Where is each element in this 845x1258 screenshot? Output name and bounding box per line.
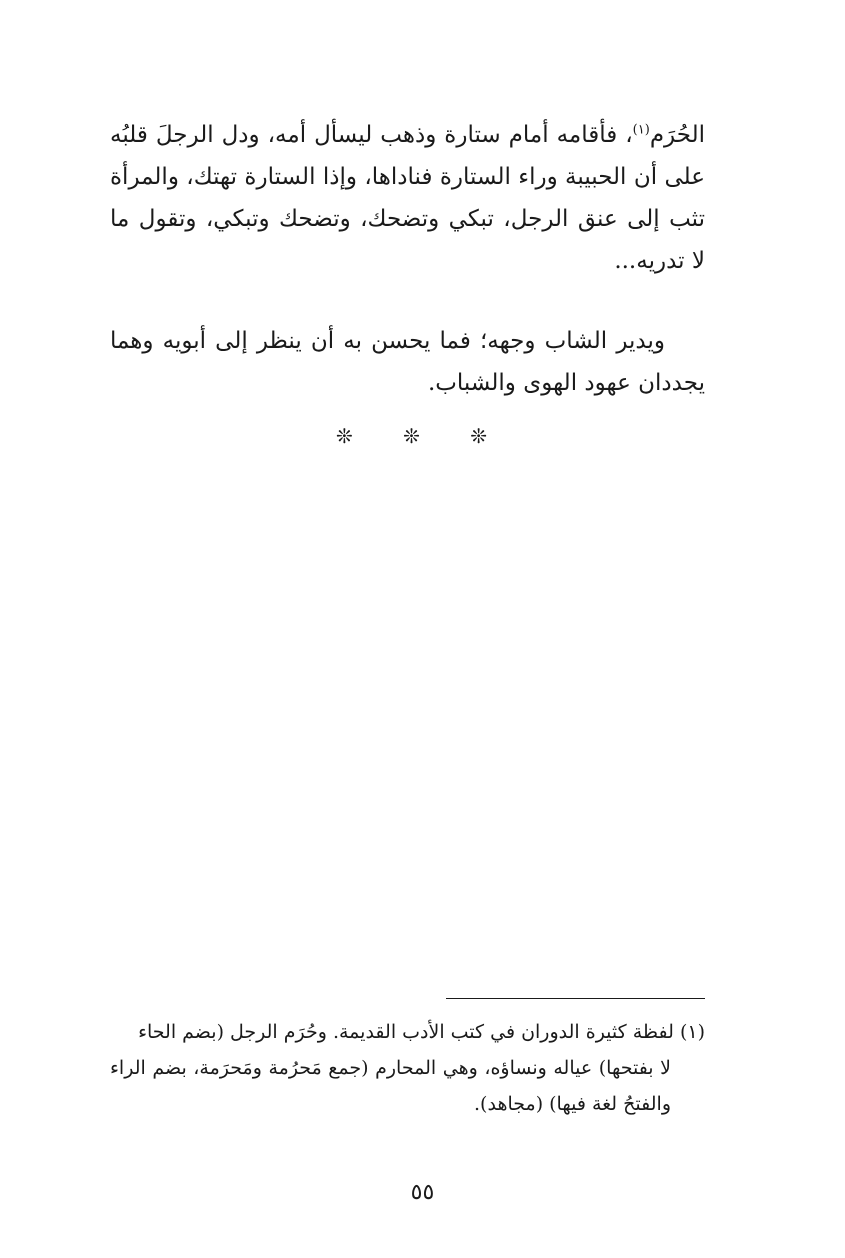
body-paragraph-2: ويدير الشاب وجهه؛ فما يحسن به أن ينظر إلى أبويه وهما يجددان عهود الهوى والشباب. — [110, 328, 705, 396]
body-paragraph-1 — [110, 114, 705, 282]
footnote-1 — [110, 1014, 705, 1122]
section-separator: ❊ ❊ ❊ — [336, 424, 509, 448]
footnote-1-continuation: لا بفتحها) عياله ونساؤه، وهي المحارم (جمع مَحرُمة ومَحرَمة، بضم الراء والفتحُ لغة فيها) (مجاهد). — [110, 1057, 671, 1115]
footnote-reference-1: (١) — [632, 122, 650, 138]
paragraph-1-opening-word: الحُرَم — [649, 122, 705, 148]
paragraph-1-text: ، فأقامه أمام ستارة وذهب ليسأل أمه، ودل الرجلَ قلبُه على أن الحبيبة وراء الستارة فناداها، وإذا الستارة تهتك، والمرأة تثب إلى عنق الرجل، تبكي وتضحك، وتضحك وتبكي، وتقول ما لا تدريه... — [110, 122, 705, 274]
footnote-divider — [446, 998, 705, 999]
page-number: ٥٥ — [410, 1180, 435, 1205]
footnote-1-first-line: (١) لفظة كثيرة الدوران في كتب الأدب القديمة. وحُرَم الرجل (بضم الحاء — [138, 1021, 705, 1043]
